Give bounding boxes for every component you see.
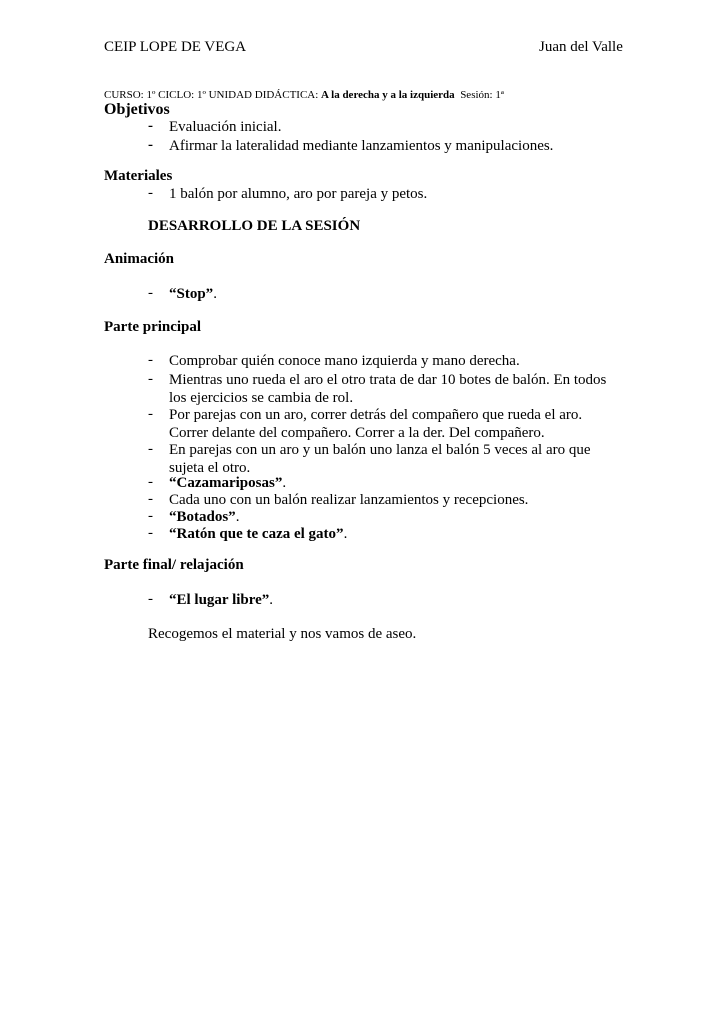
principal-item: Comprobar quién conoce mano izquierda y mano derecha.	[169, 353, 520, 369]
bullet-dash: -	[148, 508, 153, 524]
bullet-dash: -	[148, 441, 153, 457]
principal-item	[169, 508, 239, 526]
objetivos-heading: Objetivos	[104, 101, 170, 118]
bullet-dash: -	[148, 118, 153, 134]
material-item: 1 balón por alumno, aro por pareja y petos.	[169, 186, 428, 202]
bullet-dash: -	[148, 406, 153, 422]
principal-item	[169, 525, 347, 543]
final-item-name: “El lugar libre”	[169, 592, 270, 608]
animacion-item-name: “Stop”	[169, 286, 214, 302]
curso-unit: A la derecha y a la izquierda	[321, 89, 455, 101]
header-school: CEIP LOPE DE VEGA	[104, 39, 247, 55]
punctuation: .	[213, 286, 217, 302]
principal-item	[169, 474, 286, 492]
bullet-dash: -	[148, 137, 153, 153]
curso-line	[104, 89, 504, 101]
principal-item-name: “Botados”	[169, 509, 236, 525]
objetivo-item: Evaluación inicial.	[169, 119, 282, 135]
animacion-heading: Animación	[104, 251, 175, 267]
principal-item: Cada uno con un balón realizar lanzamientos y recepciones.	[169, 492, 529, 508]
principal-item-name: “Cazamariposas”	[169, 475, 283, 491]
principal-item-name: “Ratón que te caza el gato”	[169, 526, 344, 542]
materiales-heading: Materiales	[104, 168, 173, 184]
parte-principal-heading: Parte principal	[104, 319, 202, 335]
bullet-dash: -	[148, 185, 153, 201]
bullet-dash: -	[148, 491, 153, 507]
bullet-dash: -	[148, 352, 153, 368]
bullet-dash: -	[148, 285, 153, 301]
punctuation: .	[343, 526, 348, 542]
bullet-dash: -	[148, 525, 153, 541]
principal-item: Mientras uno rueda el aro el otro trata de dar 10 botes de balón. En todos los ejercicios se cambia de rol.	[169, 372, 607, 406]
principal-item: Por parejas con un aro, correr detrás del compañero que rueda el aro. Correr delante del compañero. Correr a la der. Del compañero.	[169, 407, 583, 441]
bullet-dash: -	[148, 474, 153, 490]
animacion-item	[169, 285, 217, 303]
objetivo-item: Afirmar la lateralidad mediante lanzamientos y manipulaciones.	[169, 138, 554, 154]
header-author: Juan del Valle	[539, 39, 623, 55]
curso-prefix: CURSO: 1º CICLO: 1º UNIDAD DIDÁCTICA:	[104, 89, 322, 101]
final-item	[169, 591, 273, 609]
closing-text: Recogemos el material y nos vamos de aseo.	[148, 626, 417, 642]
parte-final-heading: Parte final/ relajación	[104, 557, 244, 573]
bullet-dash: -	[148, 591, 153, 607]
principal-item: En parejas con un aro y un balón uno lanza el balón 5 veces al aro que sujeta el otro.	[169, 442, 591, 476]
punctuation: .	[282, 475, 287, 491]
punctuation: .	[235, 509, 240, 525]
bullet-dash: -	[148, 371, 153, 387]
curso-session: Sesión: 1ª	[460, 89, 504, 101]
punctuation: .	[269, 592, 274, 608]
desarrollo-heading: DESARROLLO DE LA SESIÓN	[148, 218, 361, 234]
